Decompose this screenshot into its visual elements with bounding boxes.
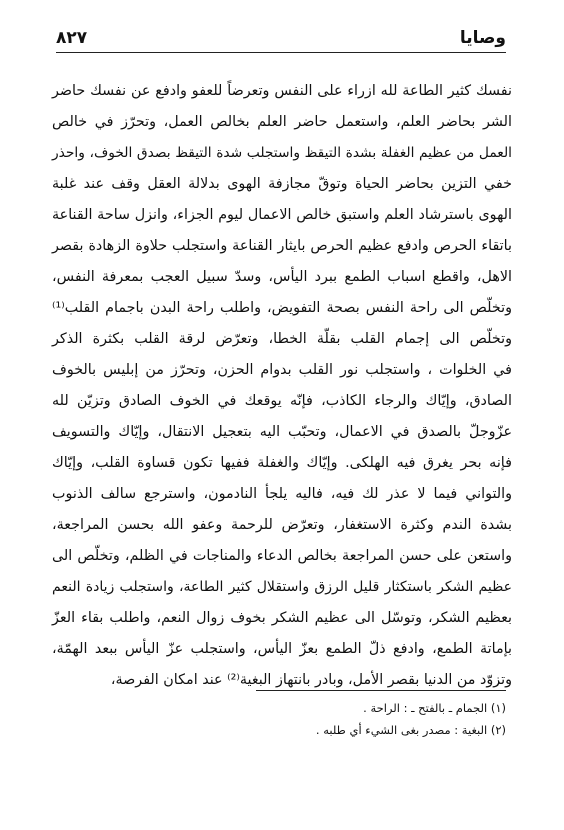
footnote-1: (١) الجمام ـ بالفتح ـ : الراحة . [363,701,506,715]
text-line: عزّوجلّ بالصدق في الاعمال، وتحبّب اليه بتعجيل الانتقال، وإيّاك والتسويف [52,424,512,440]
text-line: بإماتة الطمع، وادفع ذلّ الطمع بعزّ اليأس، واستجلب عزّ اليأس ببعد الهمّة، [52,641,512,657]
text-line: الهوى باسترشاد العلم واستبق خالص الاعمال ليوم الجزاء، وانزل ساحة القناعة [52,207,512,223]
text-line: باتقاء الحرص وادفع عظيم الحرص بايثار القناعة واستجلب حلاوة الزهادة بقصر [52,238,512,254]
page-number: ٨٢٧ [56,28,88,48]
text-line: واستعن على حسن المراجعة بخالص الدعاء والمناجات في الظلم، وتخلّص الى [52,548,512,564]
running-header [56,24,506,53]
footnote-divider [256,690,506,691]
text-line: الشر بحاضر العلم، واستعمل حاضر العلم بخالص العمل، وتحرّز في خالص [52,114,512,130]
text-line: وتخلّص الى إجمام القلب بقلّة الخطا، وتعرّض لرقة القلب بكثرة الذكر [52,331,512,347]
main-text [52,76,512,696]
text-line: بعظيم الشكر، وتوسّل الى عظيم الشكر بخوف زوال النعم، واطلب بقاء العزّ [52,610,512,626]
text-line: عظيم الشكر باستكثار قليل الرزق واستقلال كثير الطاعة، واستجلب زيادة النعم [52,579,512,595]
footnote-2: (٢) البغية : مصدر بغى الشيء أي طلبه . [315,723,506,737]
text-line: نفسك كثير الطاعة لله ازراء على النفس وتعرضاً للعفو وادفع عن نفسك حاضر [52,83,512,99]
text-line: فإنه بحر يغرق فيه الهلكى. وإيّاك والغفلة ففيها تكون قساوة القلب، وإيّاك [52,455,512,471]
text-line: بشدة الندم وكثرة الاستغفار، وتعرّض للرحمة وعفو الله بحسن المراجعة، [52,517,512,533]
footnotes [150,697,506,741]
text-line: في الخلوات ، واستجلب نور القلب بدوام الحزن، وتحرّز من إبليس بالخوف [52,362,512,378]
text-line: والتواني فيما لا عذر لك فيه، فاليه يلجأ النادمون، واسترجع سالف الذنوب [52,486,512,502]
text-line: وتخلّص الى راحة النفس بصحة التفويض، واطلب راحة البدن باجمام القلب⁽¹⁾ [52,300,512,316]
text-line: العمل من عظيم الغفلة بشدة التيقظ واستجلب شدة التيقظ بصدق الخوف، واحذر [52,145,512,161]
running-title: وصايا [459,28,506,48]
text-line: خفي التزين بحاضر الحياة وتوقّ مجازفة الهوى بدلالة العقل وقف عند غلبة [52,176,512,192]
text-line: الصادق، وإيّاك والرجاء الكاذب، فإنّه يوقعك في الخوف الصادق وتزيّن لله [52,393,512,409]
text-line: وتزوّد من الدنيا بقصر الأمل، وبادر بانتهاز البغية⁽²⁾ عند امكان الفرصة، [110,672,512,688]
text-line: الاهل، واقطع اسباب الطمع ببرد اليأس، وسدّ سبيل العجب بمعرفة النفس، [52,269,512,285]
